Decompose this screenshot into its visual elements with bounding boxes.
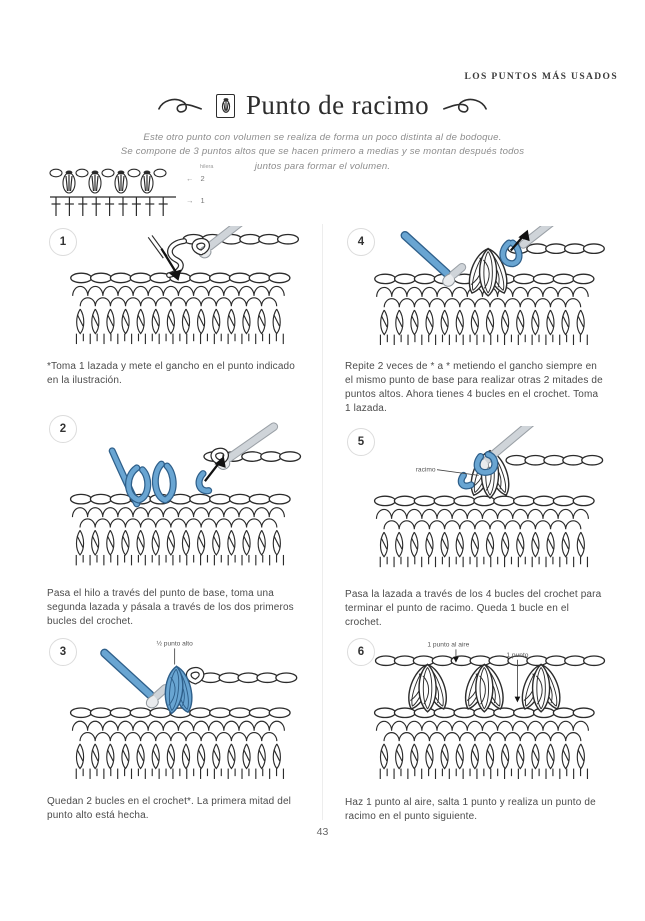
step-3-illustration — [63, 636, 310, 785]
stitch-chart — [48, 166, 232, 220]
step-1-badge: 1 — [49, 228, 77, 256]
intro-line-1: Este otro punto con volumen se realiza de forma un poco distinta al de bodoque. — [143, 132, 502, 143]
intro-line-3: juntos para formar el volumen. — [254, 160, 391, 172]
chart-row-1 — [186, 196, 205, 205]
chart-row-2 — [186, 174, 205, 183]
step-3 — [47, 636, 310, 823]
step-4-caption: Repite 2 veces de * a * metiendo el gancho siempre en el mismo punto de base para realizar otras 2 mitades de puntos altos. Ahora tienes 4 bucles en el crochet. Toma 1 lazada. — [345, 361, 603, 414]
cluster-symbol-icon — [216, 94, 235, 118]
step-5 — [345, 426, 617, 630]
step-6 — [345, 636, 617, 824]
page-title: Punto de racimo — [246, 90, 429, 120]
step-5-racimo-label: racimo — [415, 466, 436, 474]
step-2 — [47, 413, 310, 629]
step-6-chain-label: 1 punto al aire — [427, 641, 470, 649]
intro-line-2: Se compone de 3 puntos altos que se hacen primero a medias y se montan después todos — [120, 146, 525, 158]
stitch-chart-labels — [186, 166, 232, 220]
step-2-caption: Pasa el hilo a través del punto de base, toma una segunda lazada y pásala a través de los dos primeros bucles del crochet. — [47, 588, 294, 627]
step-5-badge: 5 — [347, 428, 375, 456]
chart-rows-label: hilera — [200, 164, 214, 170]
step-3-half-dc-label: ½ punto alto — [156, 640, 193, 648]
step-6-badge: 6 — [347, 638, 375, 666]
running-head: LOS PUNTOS MÁS USADOS — [464, 72, 618, 82]
step-1-illustration — [63, 226, 310, 350]
step-1 — [47, 226, 310, 388]
step-4-badge: 4 — [347, 228, 375, 256]
step-4-illustration — [367, 226, 617, 350]
chart-row-1-number: 1 — [200, 196, 205, 205]
flourish-right-icon — [440, 96, 488, 116]
chart-row-2-number: 2 — [200, 174, 205, 183]
step-4 — [345, 226, 617, 416]
step-1-caption: *Toma 1 lazada y mete el gancho en el punto indicado en la ilustración. — [47, 361, 295, 386]
stitch-chart-diagram — [48, 166, 180, 220]
step-6-stitch-label: 1 punto — [506, 651, 529, 659]
step-3-caption: Quedan 2 bucles en el crochet*. La primera mitad del punto alto está hecha. — [47, 796, 292, 821]
step-5-caption: Pasa la lazada a través de los 4 bucles del crochet para terminar el punto de racimo. Queda 1 bucle en el crochet. — [345, 589, 602, 628]
step-2-illustration — [63, 413, 310, 577]
step-5-illustration — [367, 426, 617, 578]
chart-row-2-arrow: ← — [186, 174, 194, 183]
flourish-left-icon — [157, 96, 205, 116]
step-3-badge: 3 — [49, 638, 77, 666]
step-2-badge: 2 — [49, 415, 77, 443]
chart-row-1-arrow: → — [186, 196, 194, 205]
title-row — [0, 90, 645, 121]
step-6-caption: Haz 1 punto al aire, salta 1 punto y realiza un punto de racimo en el punto siguiente. — [345, 797, 596, 822]
step-6-illustration — [367, 636, 617, 786]
page-number: 43 — [316, 826, 329, 838]
column-divider — [322, 224, 323, 820]
